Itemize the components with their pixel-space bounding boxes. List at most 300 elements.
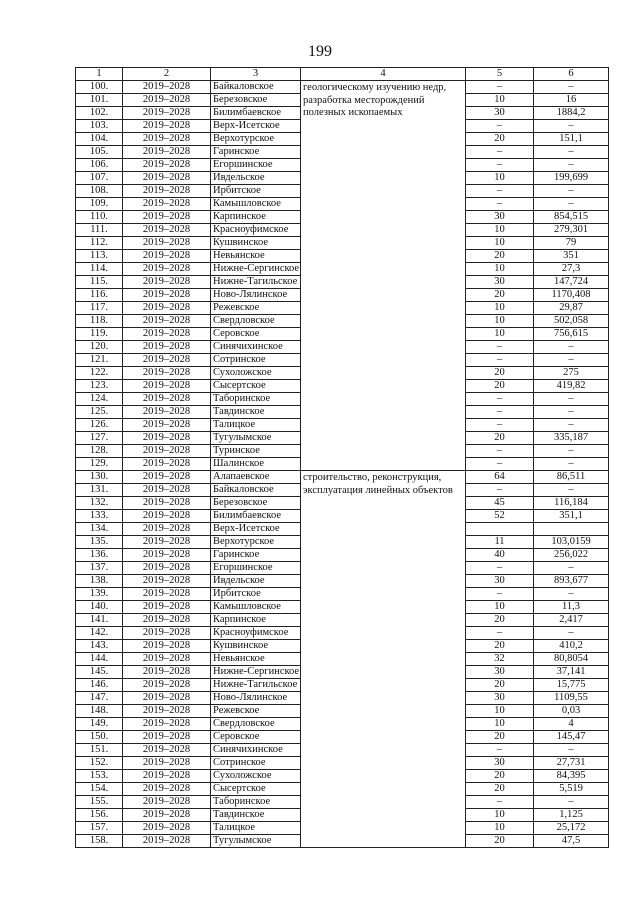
row-name: Нижне-Тагильское bbox=[211, 276, 301, 289]
row-period: 2019–2028 bbox=[123, 549, 211, 562]
row-period: 2019–2028 bbox=[123, 744, 211, 757]
row-number: 100. bbox=[76, 81, 123, 94]
row-name: Красноуфимское bbox=[211, 224, 301, 237]
row-area: 20 bbox=[466, 432, 534, 445]
row-area: 20 bbox=[466, 731, 534, 744]
row-period: 2019–2028 bbox=[123, 770, 211, 783]
row-number: 133. bbox=[76, 510, 123, 523]
row-area: 20 bbox=[466, 250, 534, 263]
row-period: 2019–2028 bbox=[123, 276, 211, 289]
row-name: Ирбитское bbox=[211, 588, 301, 601]
row-number: 122. bbox=[76, 367, 123, 380]
row-number: 118. bbox=[76, 315, 123, 328]
row-name: Камышловское bbox=[211, 198, 301, 211]
row-value: 25,172 bbox=[534, 822, 609, 835]
row-name: Верхотурское bbox=[211, 536, 301, 549]
row-name: Березовское bbox=[211, 94, 301, 107]
row-period: 2019–2028 bbox=[123, 679, 211, 692]
row-name: Режевское bbox=[211, 705, 301, 718]
row-number: 132. bbox=[76, 497, 123, 510]
row-area: 10 bbox=[466, 705, 534, 718]
row-area bbox=[466, 523, 534, 536]
row-name: Тугулымское bbox=[211, 432, 301, 445]
row-number: 112. bbox=[76, 237, 123, 250]
row-area: 10 bbox=[466, 224, 534, 237]
row-name: Егоршинское bbox=[211, 562, 301, 575]
row-value: 86,511 bbox=[534, 471, 609, 484]
row-name: Ирбитское bbox=[211, 185, 301, 198]
row-value: 37,141 bbox=[534, 666, 609, 679]
row-area: 10 bbox=[466, 172, 534, 185]
row-value: 147,724 bbox=[534, 276, 609, 289]
row-period: 2019–2028 bbox=[123, 172, 211, 185]
row-name: Нижне-Сергинское bbox=[211, 263, 301, 276]
row-value: 151,1 bbox=[534, 133, 609, 146]
row-name: Красноуфимское bbox=[211, 627, 301, 640]
row-period: 2019–2028 bbox=[123, 302, 211, 315]
row-name: Гаринское bbox=[211, 146, 301, 159]
row-name: Талицкое bbox=[211, 822, 301, 835]
row-name: Алапаевское bbox=[211, 471, 301, 484]
row-value: 0,03 bbox=[534, 705, 609, 718]
column-header: 1 bbox=[76, 68, 123, 81]
row-name: Верх-Исетское bbox=[211, 120, 301, 133]
row-name: Туринское bbox=[211, 445, 301, 458]
row-name: Байкаловское bbox=[211, 81, 301, 94]
row-name: Билимбаевское bbox=[211, 107, 301, 120]
row-period: 2019–2028 bbox=[123, 354, 211, 367]
row-area: 40 bbox=[466, 549, 534, 562]
row-period: 2019–2028 bbox=[123, 406, 211, 419]
row-period: 2019–2028 bbox=[123, 107, 211, 120]
group-purpose: геологическому изучению недр, разработка месторождений полезных ископаемых bbox=[301, 81, 466, 471]
row-name: Байкаловское bbox=[211, 484, 301, 497]
row-number: 129. bbox=[76, 458, 123, 471]
row-value: – bbox=[534, 458, 609, 471]
row-value: 16 bbox=[534, 94, 609, 107]
table-header-row bbox=[76, 68, 609, 81]
row-area: 20 bbox=[466, 367, 534, 380]
row-period: 2019–2028 bbox=[123, 783, 211, 796]
row-value: 1170,408 bbox=[534, 289, 609, 302]
row-value: 5,519 bbox=[534, 783, 609, 796]
row-value: 893,677 bbox=[534, 575, 609, 588]
row-value: 15,775 bbox=[534, 679, 609, 692]
row-area: – bbox=[466, 198, 534, 211]
row-number: 128. bbox=[76, 445, 123, 458]
row-number: 142. bbox=[76, 627, 123, 640]
row-value: 279,301 bbox=[534, 224, 609, 237]
row-period: 2019–2028 bbox=[123, 393, 211, 406]
row-name: Сотринское bbox=[211, 354, 301, 367]
row-value: 4 bbox=[534, 718, 609, 731]
row-number: 125. bbox=[76, 406, 123, 419]
row-name: Синячихинское bbox=[211, 744, 301, 757]
row-name: Камышловское bbox=[211, 601, 301, 614]
row-number: 144. bbox=[76, 653, 123, 666]
row-name: Невьянское bbox=[211, 653, 301, 666]
row-value: 27,731 bbox=[534, 757, 609, 770]
row-value: 80,8054 bbox=[534, 653, 609, 666]
row-period: 2019–2028 bbox=[123, 796, 211, 809]
row-value: – bbox=[534, 419, 609, 432]
row-name: Тугулымское bbox=[211, 835, 301, 848]
row-number: 138. bbox=[76, 575, 123, 588]
row-name: Таборинское bbox=[211, 393, 301, 406]
row-period: 2019–2028 bbox=[123, 471, 211, 484]
row-value: – bbox=[534, 588, 609, 601]
row-name: Невьянское bbox=[211, 250, 301, 263]
row-value: – bbox=[534, 393, 609, 406]
row-number: 134. bbox=[76, 523, 123, 536]
row-number: 155. bbox=[76, 796, 123, 809]
row-area: – bbox=[466, 458, 534, 471]
row-number: 105. bbox=[76, 146, 123, 159]
row-period: 2019–2028 bbox=[123, 497, 211, 510]
row-period: 2019–2028 bbox=[123, 133, 211, 146]
row-period: 2019–2028 bbox=[123, 536, 211, 549]
row-area: 20 bbox=[466, 835, 534, 848]
row-number: 108. bbox=[76, 185, 123, 198]
row-number: 154. bbox=[76, 783, 123, 796]
row-name: Свердловское bbox=[211, 718, 301, 731]
row-period: 2019–2028 bbox=[123, 237, 211, 250]
row-area: – bbox=[466, 419, 534, 432]
row-area: 20 bbox=[466, 679, 534, 692]
row-number: 136. bbox=[76, 549, 123, 562]
row-number: 102. bbox=[76, 107, 123, 120]
row-number: 111. bbox=[76, 224, 123, 237]
row-period: 2019–2028 bbox=[123, 328, 211, 341]
row-number: 150. bbox=[76, 731, 123, 744]
row-value: 116,184 bbox=[534, 497, 609, 510]
row-area: 10 bbox=[466, 718, 534, 731]
row-area: 10 bbox=[466, 601, 534, 614]
row-period: 2019–2028 bbox=[123, 666, 211, 679]
row-name: Тавдинское bbox=[211, 406, 301, 419]
row-period: 2019–2028 bbox=[123, 757, 211, 770]
row-number: 141. bbox=[76, 614, 123, 627]
row-period: 2019–2028 bbox=[123, 315, 211, 328]
row-name: Синячихинское bbox=[211, 341, 301, 354]
row-area: 52 bbox=[466, 510, 534, 523]
row-area: – bbox=[466, 796, 534, 809]
row-value: 11,3 bbox=[534, 601, 609, 614]
row-name: Ивдельское bbox=[211, 172, 301, 185]
row-number: 104. bbox=[76, 133, 123, 146]
row-number: 158. bbox=[76, 835, 123, 848]
row-period: 2019–2028 bbox=[123, 692, 211, 705]
row-period: 2019–2028 bbox=[123, 120, 211, 133]
row-area: – bbox=[466, 159, 534, 172]
page-number: 199 bbox=[308, 43, 332, 60]
row-period: 2019–2028 bbox=[123, 614, 211, 627]
row-name: Ново-Лялинское bbox=[211, 289, 301, 302]
row-value: 351 bbox=[534, 250, 609, 263]
row-number: 143. bbox=[76, 640, 123, 653]
row-number: 139. bbox=[76, 588, 123, 601]
row-area: 10 bbox=[466, 237, 534, 250]
row-value: 2,417 bbox=[534, 614, 609, 627]
row-number: 115. bbox=[76, 276, 123, 289]
row-area: 11 bbox=[466, 536, 534, 549]
row-area: 20 bbox=[466, 770, 534, 783]
row-value: – bbox=[534, 744, 609, 757]
row-name: Сысертское bbox=[211, 380, 301, 393]
row-value: 351,1 bbox=[534, 510, 609, 523]
row-area: 20 bbox=[466, 289, 534, 302]
row-value: 335,187 bbox=[534, 432, 609, 445]
row-name: Верхотурское bbox=[211, 133, 301, 146]
column-header: 3 bbox=[211, 68, 301, 81]
row-number: 126. bbox=[76, 419, 123, 432]
row-value: 1884,2 bbox=[534, 107, 609, 120]
row-number: 119. bbox=[76, 328, 123, 341]
row-number: 137. bbox=[76, 562, 123, 575]
row-value: – bbox=[534, 354, 609, 367]
row-period: 2019–2028 bbox=[123, 484, 211, 497]
row-number: 110. bbox=[76, 211, 123, 224]
row-period: 2019–2028 bbox=[123, 822, 211, 835]
row-period: 2019–2028 bbox=[123, 588, 211, 601]
row-value: – bbox=[534, 445, 609, 458]
registry-table-body bbox=[76, 68, 609, 848]
column-header: 6 bbox=[534, 68, 609, 81]
row-value: 1109,55 bbox=[534, 692, 609, 705]
row-area: 10 bbox=[466, 809, 534, 822]
row-number: 145. bbox=[76, 666, 123, 679]
row-period: 2019–2028 bbox=[123, 731, 211, 744]
row-area: 20 bbox=[466, 783, 534, 796]
row-value: 410,2 bbox=[534, 640, 609, 653]
row-value: 103,0159 bbox=[534, 536, 609, 549]
row-period: 2019–2028 bbox=[123, 159, 211, 172]
row-area: 10 bbox=[466, 315, 534, 328]
row-number: 114. bbox=[76, 263, 123, 276]
row-name: Березовское bbox=[211, 497, 301, 510]
row-period: 2019–2028 bbox=[123, 198, 211, 211]
row-value: 1,125 bbox=[534, 809, 609, 822]
row-period: 2019–2028 bbox=[123, 575, 211, 588]
row-area: 20 bbox=[466, 380, 534, 393]
row-name: Ново-Лялинское bbox=[211, 692, 301, 705]
row-area: 30 bbox=[466, 276, 534, 289]
row-period: 2019–2028 bbox=[123, 432, 211, 445]
row-value: – bbox=[534, 562, 609, 575]
row-area: 20 bbox=[466, 640, 534, 653]
row-name: Кушвинское bbox=[211, 640, 301, 653]
row-name: Серовское bbox=[211, 731, 301, 744]
row-name: Билимбаевское bbox=[211, 510, 301, 523]
column-header: 5 bbox=[466, 68, 534, 81]
row-period: 2019–2028 bbox=[123, 289, 211, 302]
row-value bbox=[534, 523, 609, 536]
row-value: – bbox=[534, 484, 609, 497]
row-value: 854,515 bbox=[534, 211, 609, 224]
row-value: 419,82 bbox=[534, 380, 609, 393]
row-number: 124. bbox=[76, 393, 123, 406]
row-number: 148. bbox=[76, 705, 123, 718]
row-area: – bbox=[466, 562, 534, 575]
row-name: Сысертское bbox=[211, 783, 301, 796]
row-area: 32 bbox=[466, 653, 534, 666]
row-value: 199,699 bbox=[534, 172, 609, 185]
row-number: 113. bbox=[76, 250, 123, 263]
row-period: 2019–2028 bbox=[123, 81, 211, 94]
row-period: 2019–2028 bbox=[123, 224, 211, 237]
row-number: 120. bbox=[76, 341, 123, 354]
row-number: 127. bbox=[76, 432, 123, 445]
row-value: 79 bbox=[534, 237, 609, 250]
row-value: – bbox=[534, 120, 609, 133]
row-number: 106. bbox=[76, 159, 123, 172]
row-area: – bbox=[466, 120, 534, 133]
row-value: 275 bbox=[534, 367, 609, 380]
row-area: 10 bbox=[466, 263, 534, 276]
row-area: – bbox=[466, 393, 534, 406]
row-name: Нижне-Сергинское bbox=[211, 666, 301, 679]
row-value: 756,615 bbox=[534, 328, 609, 341]
row-period: 2019–2028 bbox=[123, 341, 211, 354]
row-number: 116. bbox=[76, 289, 123, 302]
row-area: 10 bbox=[466, 302, 534, 315]
row-name: Сотринское bbox=[211, 757, 301, 770]
row-period: 2019–2028 bbox=[123, 653, 211, 666]
row-area: 30 bbox=[466, 666, 534, 679]
row-name: Ивдельское bbox=[211, 575, 301, 588]
row-area: 45 bbox=[466, 497, 534, 510]
row-area: 30 bbox=[466, 107, 534, 120]
row-name: Свердловское bbox=[211, 315, 301, 328]
row-period: 2019–2028 bbox=[123, 263, 211, 276]
row-value: 84,395 bbox=[534, 770, 609, 783]
row-value: 27,3 bbox=[534, 263, 609, 276]
row-period: 2019–2028 bbox=[123, 250, 211, 263]
row-area: – bbox=[466, 406, 534, 419]
row-number: 130. bbox=[76, 471, 123, 484]
row-name: Сухоложское bbox=[211, 367, 301, 380]
row-area: 30 bbox=[466, 575, 534, 588]
row-area: 30 bbox=[466, 692, 534, 705]
group-purpose: строительство, реконструкция, эксплуатация линейных объектов bbox=[301, 471, 466, 848]
row-area: – bbox=[466, 341, 534, 354]
row-area: – bbox=[466, 484, 534, 497]
row-period: 2019–2028 bbox=[123, 367, 211, 380]
row-name: Нижне-Тагильское bbox=[211, 679, 301, 692]
row-value: – bbox=[534, 159, 609, 172]
row-value: 256,022 bbox=[534, 549, 609, 562]
row-area: 10 bbox=[466, 94, 534, 107]
row-period: 2019–2028 bbox=[123, 380, 211, 393]
row-period: 2019–2028 bbox=[123, 809, 211, 822]
row-number: 121. bbox=[76, 354, 123, 367]
row-period: 2019–2028 bbox=[123, 211, 211, 224]
row-number: 156. bbox=[76, 809, 123, 822]
row-value: 502,058 bbox=[534, 315, 609, 328]
row-number: 147. bbox=[76, 692, 123, 705]
row-value: 29,87 bbox=[534, 302, 609, 315]
row-period: 2019–2028 bbox=[123, 562, 211, 575]
registry-table bbox=[75, 67, 609, 848]
row-value: 145,47 bbox=[534, 731, 609, 744]
row-period: 2019–2028 bbox=[123, 419, 211, 432]
row-number: 151. bbox=[76, 744, 123, 757]
table-row bbox=[76, 471, 609, 484]
row-period: 2019–2028 bbox=[123, 835, 211, 848]
row-area: 64 bbox=[466, 471, 534, 484]
row-area: 20 bbox=[466, 614, 534, 627]
column-header: 2 bbox=[123, 68, 211, 81]
row-number: 107. bbox=[76, 172, 123, 185]
row-area: 10 bbox=[466, 822, 534, 835]
row-name: Талицкое bbox=[211, 419, 301, 432]
row-value: – bbox=[534, 185, 609, 198]
row-area: 30 bbox=[466, 757, 534, 770]
row-value: – bbox=[534, 341, 609, 354]
row-number: 117. bbox=[76, 302, 123, 315]
row-area: – bbox=[466, 627, 534, 640]
row-value: – bbox=[534, 627, 609, 640]
row-value: – bbox=[534, 796, 609, 809]
row-name: Таборинское bbox=[211, 796, 301, 809]
row-period: 2019–2028 bbox=[123, 146, 211, 159]
row-value: – bbox=[534, 406, 609, 419]
row-number: 140. bbox=[76, 601, 123, 614]
row-name: Режевское bbox=[211, 302, 301, 315]
row-area: – bbox=[466, 445, 534, 458]
row-area: – bbox=[466, 146, 534, 159]
row-number: 109. bbox=[76, 198, 123, 211]
row-area: 20 bbox=[466, 133, 534, 146]
row-number: 149. bbox=[76, 718, 123, 731]
row-name: Верх-Исетское bbox=[211, 523, 301, 536]
row-period: 2019–2028 bbox=[123, 601, 211, 614]
row-number: 123. bbox=[76, 380, 123, 393]
row-period: 2019–2028 bbox=[123, 458, 211, 471]
row-period: 2019–2028 bbox=[123, 523, 211, 536]
row-area: – bbox=[466, 588, 534, 601]
row-number: 152. bbox=[76, 757, 123, 770]
row-value: – bbox=[534, 81, 609, 94]
row-name: Егоршинское bbox=[211, 159, 301, 172]
row-value: 47,5 bbox=[534, 835, 609, 848]
row-period: 2019–2028 bbox=[123, 640, 211, 653]
row-name: Сухоложское bbox=[211, 770, 301, 783]
row-number: 157. bbox=[76, 822, 123, 835]
row-area: – bbox=[466, 354, 534, 367]
row-name: Шалинское bbox=[211, 458, 301, 471]
row-number: 131. bbox=[76, 484, 123, 497]
row-period: 2019–2028 bbox=[123, 94, 211, 107]
row-area: 10 bbox=[466, 328, 534, 341]
row-area: 30 bbox=[466, 211, 534, 224]
row-number: 146. bbox=[76, 679, 123, 692]
row-area: – bbox=[466, 744, 534, 757]
row-period: 2019–2028 bbox=[123, 185, 211, 198]
row-number: 135. bbox=[76, 536, 123, 549]
row-area: – bbox=[466, 185, 534, 198]
row-name: Карпинское bbox=[211, 211, 301, 224]
row-period: 2019–2028 bbox=[123, 627, 211, 640]
row-name: Гаринское bbox=[211, 549, 301, 562]
row-period: 2019–2028 bbox=[123, 718, 211, 731]
row-name: Карпинское bbox=[211, 614, 301, 627]
row-number: 101. bbox=[76, 94, 123, 107]
row-period: 2019–2028 bbox=[123, 445, 211, 458]
row-period: 2019–2028 bbox=[123, 510, 211, 523]
column-header: 4 bbox=[301, 68, 466, 81]
row-name: Кушвинское bbox=[211, 237, 301, 250]
